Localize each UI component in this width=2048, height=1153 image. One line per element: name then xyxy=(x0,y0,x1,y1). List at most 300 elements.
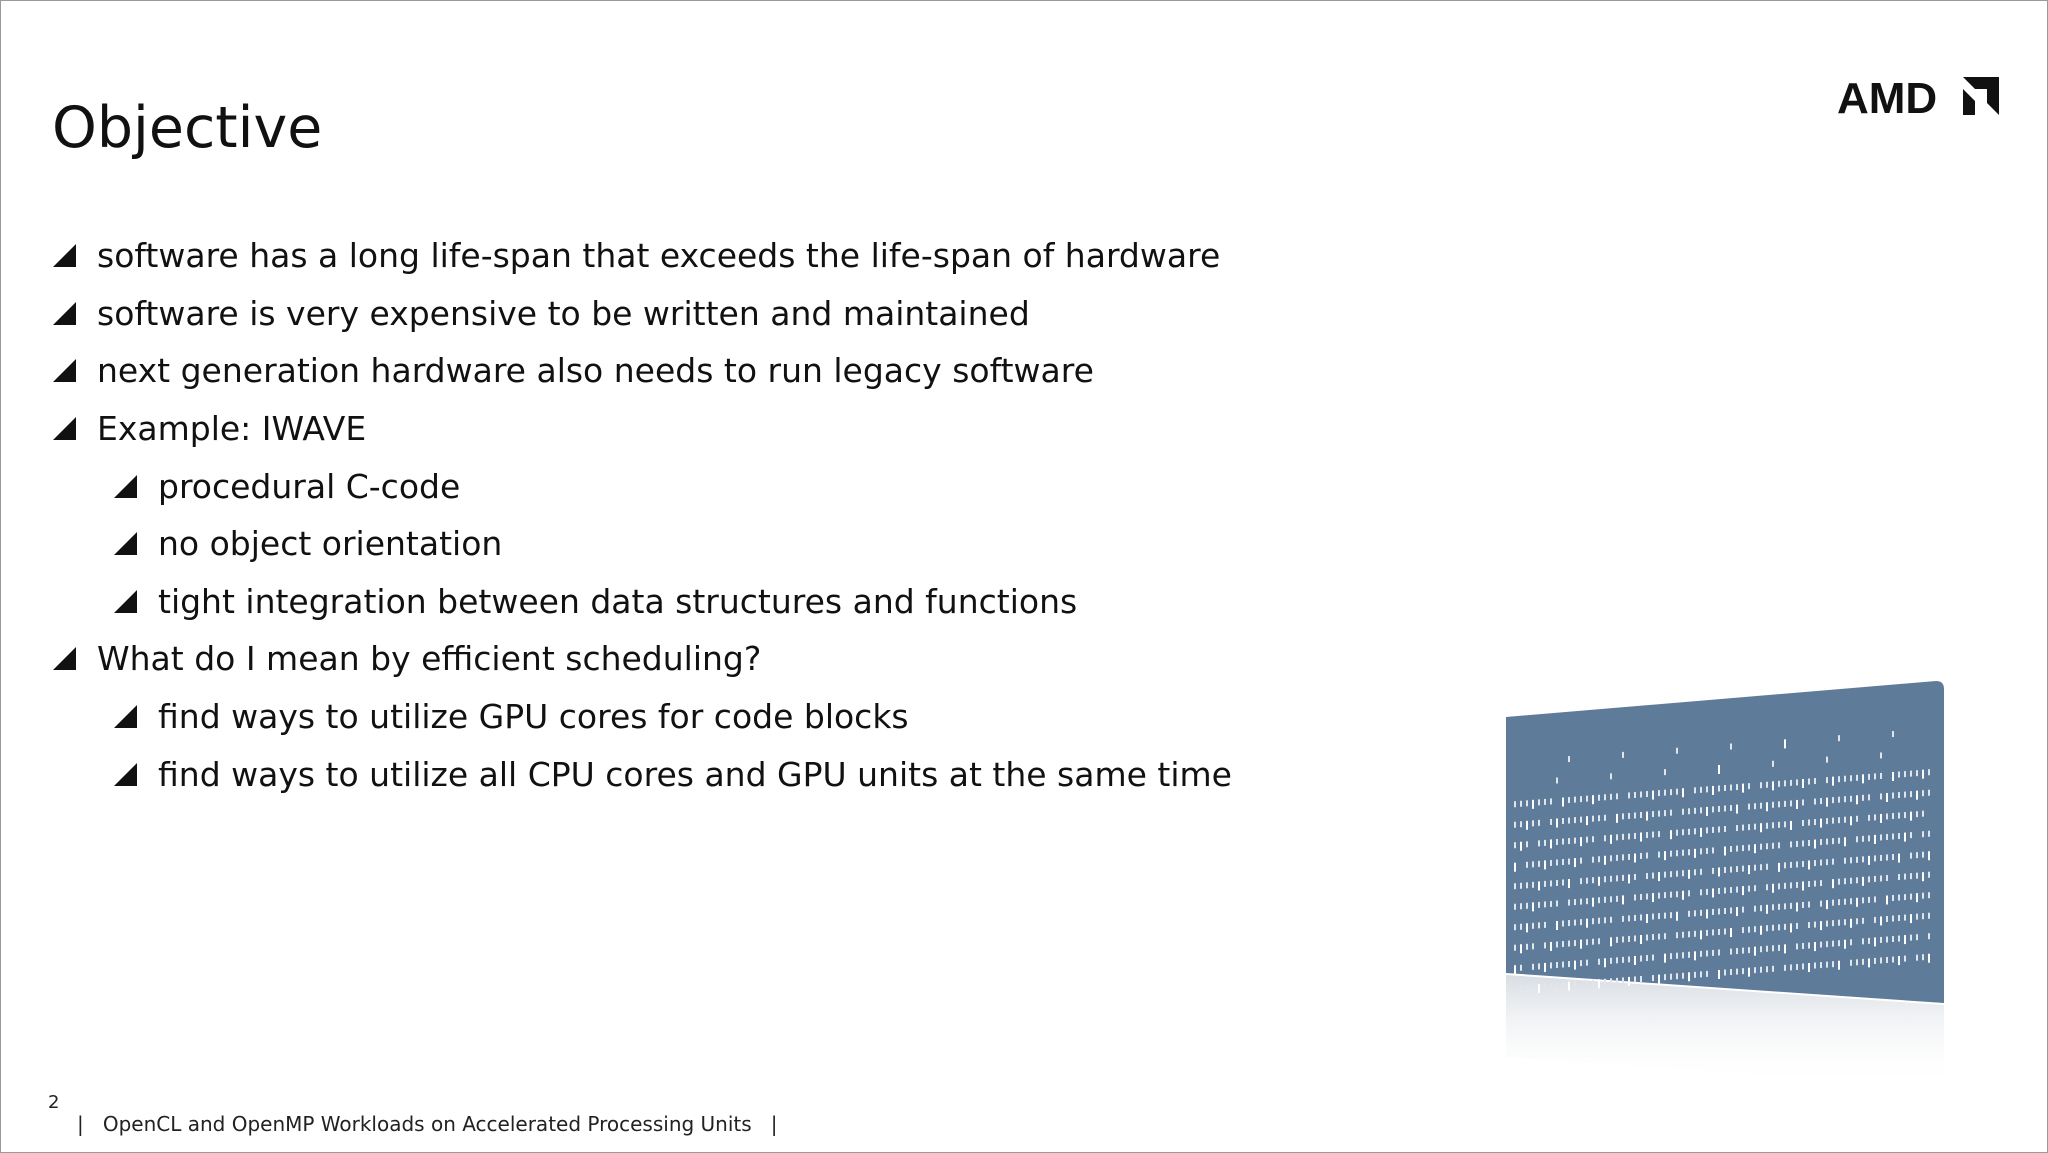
punch-hole xyxy=(1928,872,1930,878)
punch-hole xyxy=(1706,889,1708,895)
punch-hole xyxy=(1754,967,1756,973)
punch-hole xyxy=(1562,839,1564,845)
punch-hole xyxy=(1748,865,1750,874)
punch-hole xyxy=(1664,810,1666,816)
punch-hole xyxy=(1700,807,1702,813)
punch-hole xyxy=(1748,845,1750,851)
punch-hole xyxy=(1694,849,1696,858)
punch-hole xyxy=(1922,852,1924,858)
punch-hole xyxy=(1820,798,1822,804)
punch-hole xyxy=(1514,965,1516,974)
punch-hole xyxy=(1724,888,1726,894)
punch-hole xyxy=(1766,823,1768,829)
punch-hole xyxy=(1652,955,1654,961)
punch-hole xyxy=(1862,918,1864,924)
punch-hole xyxy=(1640,894,1642,900)
punch-hole xyxy=(1568,961,1570,967)
punch-hole xyxy=(1838,817,1840,823)
punch-hole xyxy=(1892,813,1894,819)
punch-hole xyxy=(1628,792,1630,798)
punch-hole xyxy=(1514,945,1516,951)
punch-hole xyxy=(1820,880,1822,886)
punch-hole xyxy=(1574,797,1576,803)
punch-hole xyxy=(1844,796,1846,802)
punch-hole xyxy=(1916,914,1918,920)
punch-hole xyxy=(1688,972,1690,981)
punch-hole xyxy=(1574,899,1576,905)
punch-hole xyxy=(1778,863,1780,872)
punch-hole xyxy=(1562,921,1564,927)
punch-hole xyxy=(1736,805,1738,814)
punch-hole xyxy=(1856,959,1858,965)
punch-hole xyxy=(1838,879,1840,885)
bullet-text: tight integration between data structures and functions xyxy=(158,581,1078,621)
footer xyxy=(77,1112,778,1136)
punch-hole xyxy=(1634,976,1636,982)
punch-hole xyxy=(1916,852,1918,858)
punch-hole xyxy=(1868,815,1870,821)
punch-hole xyxy=(1910,894,1912,900)
punch-hole xyxy=(1514,801,1516,807)
punch-hole xyxy=(1664,851,1666,860)
punch-hole xyxy=(1580,878,1582,884)
punch-hole xyxy=(1658,811,1660,817)
punch-hole xyxy=(1838,838,1840,844)
punch-hole xyxy=(1826,757,1828,763)
punch-hole xyxy=(1898,895,1900,901)
punch-hole xyxy=(1616,793,1618,799)
punch-hole xyxy=(1724,826,1726,832)
punch-hole xyxy=(1772,781,1774,790)
punch-hole xyxy=(1682,952,1684,958)
punch-hole xyxy=(1820,860,1822,866)
punch-hole xyxy=(1676,932,1678,938)
punch-hole xyxy=(1712,950,1714,956)
punch-hole xyxy=(1778,781,1780,787)
punch-hole xyxy=(1514,883,1516,889)
punch-hole xyxy=(1862,938,1864,944)
punch-hole xyxy=(1784,780,1786,786)
punch-hole xyxy=(1790,821,1792,830)
punch-hole xyxy=(1520,883,1522,889)
punch-hole xyxy=(1532,902,1534,911)
punch-hole xyxy=(1856,795,1858,804)
punch-hole xyxy=(1760,844,1762,850)
punch-hole xyxy=(1592,795,1594,804)
punch-hole xyxy=(1910,873,1912,879)
punch-hole xyxy=(1526,821,1528,830)
punch-hole xyxy=(1556,921,1558,930)
punch-hole xyxy=(1682,788,1684,797)
punch-hole xyxy=(1820,921,1822,930)
punch-hole xyxy=(1862,959,1864,965)
punch-hole xyxy=(1646,853,1648,859)
punch-hole xyxy=(1652,914,1654,920)
punch-hole xyxy=(1664,974,1666,980)
punch-hole xyxy=(1802,881,1804,890)
punch-hole xyxy=(1916,955,1918,961)
punch-hole xyxy=(1898,874,1900,880)
punch-hole xyxy=(1616,814,1618,823)
punch-hole xyxy=(1772,904,1774,910)
punch-hole xyxy=(1646,894,1648,900)
punch-hole xyxy=(1838,920,1840,926)
punch-hole xyxy=(1796,861,1798,867)
punch-hole xyxy=(1562,818,1564,824)
punch-hole xyxy=(1850,898,1852,904)
punch-hole xyxy=(1622,936,1624,942)
punch-hole xyxy=(1724,929,1726,935)
punch-hole xyxy=(1928,913,1930,919)
punch-hole xyxy=(1706,971,1708,977)
punch-hole xyxy=(1784,739,1786,748)
punch-hole xyxy=(1928,831,1930,837)
punch-hole xyxy=(1706,950,1708,956)
punch-hole xyxy=(1688,870,1690,879)
punch-hole xyxy=(1784,862,1786,868)
punch-hole xyxy=(1616,937,1618,943)
punch-hole xyxy=(1622,813,1624,819)
punch-hole xyxy=(1928,851,1930,860)
punch-hole xyxy=(1706,848,1708,854)
triangle-bullet-icon xyxy=(114,763,137,786)
punch-hole xyxy=(1880,937,1882,943)
punch-hole xyxy=(1838,735,1840,741)
punch-hole xyxy=(1868,835,1870,841)
punch-hole xyxy=(1520,924,1522,930)
punch-hole xyxy=(1898,956,1900,965)
punch-hole xyxy=(1928,769,1930,775)
punch-hole xyxy=(1886,875,1888,881)
punch-hole xyxy=(1550,983,1552,989)
punch-hole xyxy=(1838,797,1840,803)
punch-hole xyxy=(1820,901,1822,907)
punch-hole xyxy=(1670,892,1672,898)
punch-hole xyxy=(1604,794,1606,800)
punch-hole xyxy=(1790,964,1792,970)
punch-hole xyxy=(1844,899,1846,905)
punch-hole xyxy=(1910,935,1912,941)
bullet-item xyxy=(53,342,1232,400)
punch-hole xyxy=(1910,791,1912,797)
punch-hole xyxy=(1772,925,1774,931)
punch-hole xyxy=(1724,847,1726,856)
punch-hole xyxy=(1814,860,1816,866)
punch-hole xyxy=(1742,825,1744,831)
punch-hole xyxy=(1826,962,1828,968)
punch-hole xyxy=(1898,792,1900,798)
punch-hole xyxy=(1772,822,1774,828)
punch-hole xyxy=(1532,820,1534,826)
punch-hole xyxy=(1868,774,1870,780)
punch-hole xyxy=(1850,878,1852,884)
punch-hole xyxy=(1844,776,1846,782)
punch-hole xyxy=(1790,882,1792,888)
punch-hole xyxy=(1640,935,1642,944)
punch-hole xyxy=(1520,944,1522,953)
punch-hole xyxy=(1568,838,1570,844)
punch-hole xyxy=(1802,902,1804,908)
punch-hole xyxy=(1808,963,1810,972)
punch-hole xyxy=(1700,930,1702,939)
punch-hole xyxy=(1808,943,1810,949)
punch-hole xyxy=(1634,935,1636,941)
punch-hole xyxy=(1640,832,1642,841)
punch-hole xyxy=(1622,752,1624,758)
punch-hole xyxy=(1520,965,1522,971)
punch-hole xyxy=(1682,870,1684,876)
punch-hole xyxy=(1772,966,1774,972)
punch-hole xyxy=(1802,840,1804,846)
punch-hole xyxy=(1652,791,1654,800)
punch-hole xyxy=(1742,948,1744,954)
punch-hole xyxy=(1718,867,1720,876)
punch-hole xyxy=(1718,929,1720,935)
punch-hole xyxy=(1694,972,1696,978)
punch-hole xyxy=(1886,936,1888,942)
punch-hole xyxy=(1880,773,1882,779)
punch-hole xyxy=(1844,919,1846,925)
punch-hole xyxy=(1790,780,1792,786)
punch-hole xyxy=(1664,892,1666,898)
triangle-bullet-icon xyxy=(53,302,76,325)
punch-hole xyxy=(1778,924,1780,930)
punch-hole xyxy=(1724,785,1726,791)
footer-text: OpenCL and OpenMP Workloads on Accelerated Processing Units xyxy=(102,1112,752,1136)
punch-hole xyxy=(1718,785,1720,791)
punch-hole xyxy=(1520,821,1522,827)
punch-hole xyxy=(1736,866,1738,872)
punch-hole xyxy=(1592,898,1594,907)
punch-hole xyxy=(1886,895,1888,904)
punch-hole xyxy=(1730,908,1732,914)
punch-hole xyxy=(1640,976,1642,982)
punch-hole xyxy=(1886,813,1888,819)
punch-hole xyxy=(1736,948,1738,954)
punch-hole xyxy=(1856,898,1858,907)
punch-hole xyxy=(1796,779,1798,785)
punch-hole xyxy=(1874,896,1876,902)
punch-hole xyxy=(1658,831,1660,837)
punch-hole xyxy=(1718,826,1720,832)
punch-hole xyxy=(1610,896,1612,902)
punch-hole xyxy=(1592,816,1594,822)
punch-hole xyxy=(1898,854,1900,863)
punch-hole xyxy=(1730,867,1732,873)
punch-hole xyxy=(1538,861,1540,867)
punch-hole xyxy=(1694,808,1696,814)
punch-hole xyxy=(1700,848,1702,854)
punch-hole xyxy=(1856,836,1858,842)
punch-hole xyxy=(1826,839,1828,845)
punch-hole xyxy=(1694,951,1696,960)
footer-separator-left: | xyxy=(77,1112,84,1136)
bullet-text: software has a long life-span that exceeds the life-span of hardware xyxy=(97,236,1221,276)
punch-hole xyxy=(1646,812,1648,821)
punch-hole xyxy=(1736,969,1738,975)
punch-hole xyxy=(1598,938,1600,944)
punch-hole xyxy=(1520,985,1522,991)
punch-hole xyxy=(1790,923,1792,932)
punch-hole xyxy=(1568,818,1570,824)
punch-hole xyxy=(1568,756,1570,762)
punch-hole xyxy=(1550,819,1552,825)
punch-hole xyxy=(1538,881,1540,890)
punch-hole xyxy=(1904,956,1906,962)
punch-hole xyxy=(1730,949,1732,955)
punch-hole xyxy=(1544,942,1546,948)
punch-hole xyxy=(1532,964,1534,970)
punch-hole xyxy=(1646,955,1648,961)
punch-hole xyxy=(1706,786,1708,792)
punch-hole xyxy=(1874,814,1876,820)
punch-hole xyxy=(1562,941,1564,947)
punch-hole xyxy=(1790,903,1792,909)
punch-hole xyxy=(1670,974,1672,980)
punch-hole xyxy=(1802,943,1804,949)
punch-hole xyxy=(1538,840,1540,846)
punch-hole xyxy=(1766,864,1768,870)
punch-hole xyxy=(1652,811,1654,817)
punch-hole xyxy=(1862,856,1864,862)
punch-hole xyxy=(1694,910,1696,916)
punch-hole xyxy=(1928,954,1930,963)
punch-hole xyxy=(1532,923,1534,929)
punch-hole xyxy=(1730,846,1732,852)
punch-hole xyxy=(1622,957,1624,963)
punch-hole xyxy=(1628,874,1630,883)
punch-hole xyxy=(1898,936,1900,942)
punch-hole xyxy=(1820,839,1822,845)
punch-hole xyxy=(1862,774,1864,783)
punch-hole xyxy=(1532,882,1534,888)
punch-hole xyxy=(1850,816,1852,825)
punch-hole xyxy=(1658,852,1660,858)
punch-hole xyxy=(1802,820,1804,826)
punch-hole xyxy=(1574,981,1576,987)
punch-hole xyxy=(1628,936,1630,942)
punch-hole xyxy=(1832,818,1834,824)
punch-hole xyxy=(1892,834,1894,840)
punch-hole xyxy=(1646,791,1648,797)
punch-hole xyxy=(1616,855,1618,861)
punch-hole xyxy=(1874,835,1876,844)
punch-hole xyxy=(1580,899,1582,905)
footer-separator-right: | xyxy=(770,1112,778,1136)
punch-hole xyxy=(1580,919,1582,925)
punch-hole xyxy=(1766,946,1768,952)
punch-hole xyxy=(1676,912,1678,921)
punch-hole xyxy=(1868,856,1870,865)
punch-hole xyxy=(1754,844,1756,853)
punch-hole xyxy=(1556,962,1558,968)
punch-hole xyxy=(1892,936,1894,942)
punch-hole xyxy=(1730,969,1732,975)
punch-hole xyxy=(1676,973,1678,979)
punch-hole xyxy=(1892,772,1894,781)
punch-hole xyxy=(1700,869,1702,875)
punch-hole xyxy=(1658,872,1660,881)
punch-hole xyxy=(1526,862,1528,868)
slide-title: Objective xyxy=(52,95,323,162)
punch-hole xyxy=(1700,787,1702,793)
punch-hole xyxy=(1550,839,1552,848)
punch-hole xyxy=(1886,834,1888,840)
punch-hole xyxy=(1904,812,1906,818)
punch-hole xyxy=(1778,904,1780,910)
punch-hole xyxy=(1766,966,1768,972)
punch-hole xyxy=(1814,840,1816,849)
punch-hole xyxy=(1922,913,1924,919)
punch-hole xyxy=(1748,824,1750,830)
punch-hole xyxy=(1652,873,1654,879)
punch-hole xyxy=(1676,748,1678,754)
punch-hole xyxy=(1742,784,1744,793)
punch-hole xyxy=(1556,880,1558,886)
punch-hole xyxy=(1568,920,1570,926)
punch-hole xyxy=(1538,820,1540,826)
punch-hole xyxy=(1646,914,1648,923)
punch-hole xyxy=(1868,958,1870,967)
punch-hole xyxy=(1730,928,1732,937)
punch-hole xyxy=(1700,951,1702,957)
bullet-item xyxy=(53,285,1232,343)
punch-hole xyxy=(1778,822,1780,828)
punch-hole xyxy=(1706,930,1708,936)
punch-hole xyxy=(1640,914,1642,920)
punch-hole xyxy=(1688,911,1690,917)
punch-hole xyxy=(1910,853,1912,859)
punch-hole xyxy=(1820,819,1822,828)
punch-hole xyxy=(1586,919,1588,928)
punch-hole xyxy=(1886,854,1888,860)
punch-hole xyxy=(1532,943,1534,949)
punch-hole xyxy=(1922,811,1924,817)
punch-hole xyxy=(1760,926,1762,935)
punch-hole xyxy=(1586,960,1588,966)
punch-hole xyxy=(1730,744,1732,750)
punch-hole xyxy=(1586,939,1588,945)
punch-hole xyxy=(1640,955,1642,961)
punch-hole xyxy=(1898,813,1900,819)
sub-bullet-item xyxy=(53,573,1232,631)
punch-hole xyxy=(1862,836,1864,842)
punch-hole xyxy=(1622,875,1624,881)
punch-hole xyxy=(1784,883,1786,889)
punch-hole xyxy=(1562,859,1564,865)
punch-hole xyxy=(1562,798,1564,807)
punch-hole xyxy=(1808,902,1810,908)
punch-hole xyxy=(1814,799,1816,805)
punch-hole xyxy=(1754,865,1756,871)
punch-hole xyxy=(1700,889,1702,895)
punch-hole xyxy=(1844,817,1846,823)
punch-hole xyxy=(1580,940,1582,949)
punch-hole xyxy=(1814,942,1816,951)
punch-hole xyxy=(1670,953,1672,959)
punch-hole xyxy=(1634,894,1636,900)
triangle-bullet-icon xyxy=(114,705,137,728)
punch-hole xyxy=(1712,868,1714,874)
punch-hole xyxy=(1592,939,1594,945)
punch-hole xyxy=(1670,851,1672,857)
punch-hole xyxy=(1616,978,1618,984)
punch-hole xyxy=(1634,915,1636,921)
punch-hole xyxy=(1532,800,1534,809)
punch-hole xyxy=(1646,832,1648,838)
punch-hole xyxy=(1628,833,1630,839)
punch-hole xyxy=(1646,873,1648,879)
